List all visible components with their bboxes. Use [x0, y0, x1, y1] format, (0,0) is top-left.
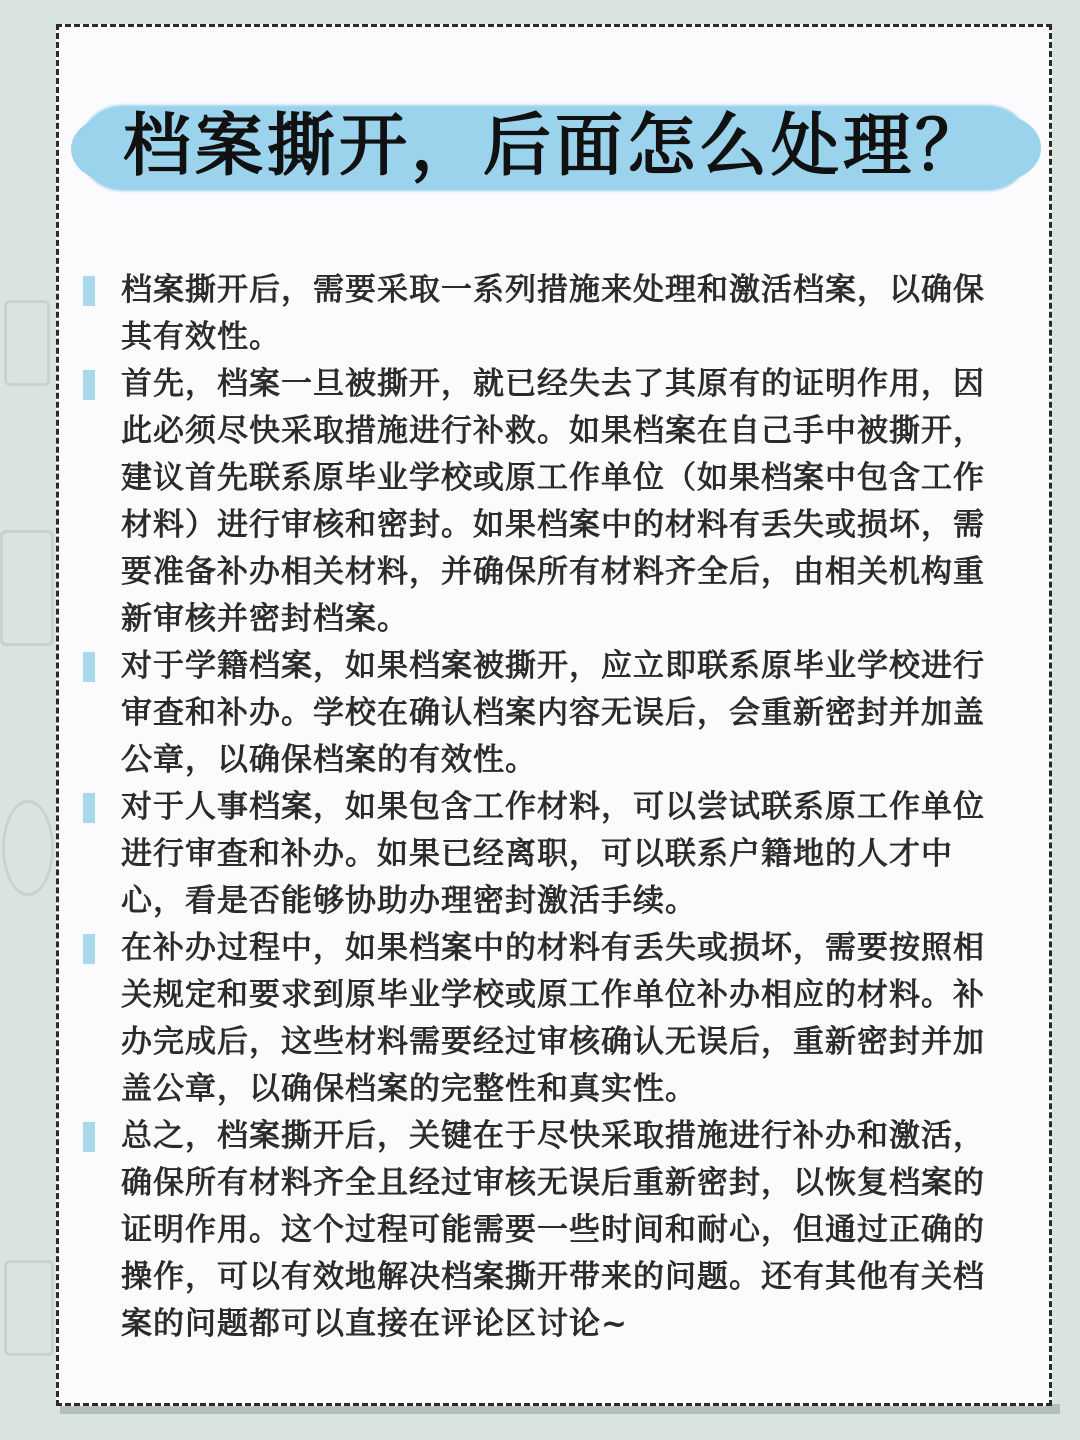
background-book-doodle — [0, 530, 54, 646]
paragraph-bullet-bar — [83, 934, 95, 964]
paragraph-bullet-bar — [83, 652, 95, 682]
paragraph-student-records: 对于学籍档案，如果档案被撕开，应立即联系原毕业学校进行审查和补办。学校在确认档案内容无误后，会重新密封并加盖公章，以确保档案的有效性。 — [121, 648, 985, 778]
paragraph-bullet-bar — [83, 370, 95, 400]
background-notebook-doodle — [4, 1260, 54, 1356]
page-title: 档案撕开，后面怎么处理？ — [122, 107, 987, 186]
content-card — [56, 24, 1052, 1406]
paragraph-reissue-process: 在补办过程中，如果档案中的材料有丢失或损坏，需要按照相关规定和要求到原毕业学校或原工作单位补办相应的材料。补办完成后，这些材料需要经过审核确认无误后，重新密封并加盖公章，以确保档案的完整性和真实性。 — [121, 930, 985, 1107]
paragraph-bullet-bar — [83, 276, 95, 306]
title-banner — [79, 97, 1031, 197]
paragraph-bullet-bar — [83, 793, 95, 823]
background-pencil-cup-doodle — [4, 300, 50, 386]
paragraph-first-steps: 首先，档案一旦被撕开，就已经失去了其原有的证明作用，因此必须尽快采取措施进行补救。如果档案在自己手中被撕开，建议首先联系原毕业学校或原工作单位（如果档案中包含工作材料）进行审核和密封。如果档案中的材料有丢失或损坏，需要准备补办相关材料，并确保所有材料齐全后，由相关机构重新审核并密封档案。 — [121, 366, 985, 637]
paragraph-intro: 档案撕开后，需要采取一系列措施来处理和激活档案，以确保其有效性。 — [121, 272, 985, 355]
paragraph-summary: 总之，档案撕开后，关键在于尽快采取措施进行补办和激活，确保所有材料齐全且经过审核无误后重新密封，以恢复档案的证明作用。这个过程可能需要一些时间和耐心，但通过正确的操作，可以有效地解决档案撕开带来的问题。还有其他有关档案的问题都可以直接在评论区讨论~ — [121, 1118, 985, 1342]
background-clock-doodle — [2, 800, 54, 896]
paragraph-personnel-records: 对于人事档案，如果包含工作材料，可以尝试联系原工作单位进行审查和补办。如果已经离职，可以联系户籍地的人才中心，看是否能够协助办理密封激活手续。 — [121, 789, 985, 919]
paragraph-bullet-bar — [83, 1122, 95, 1152]
